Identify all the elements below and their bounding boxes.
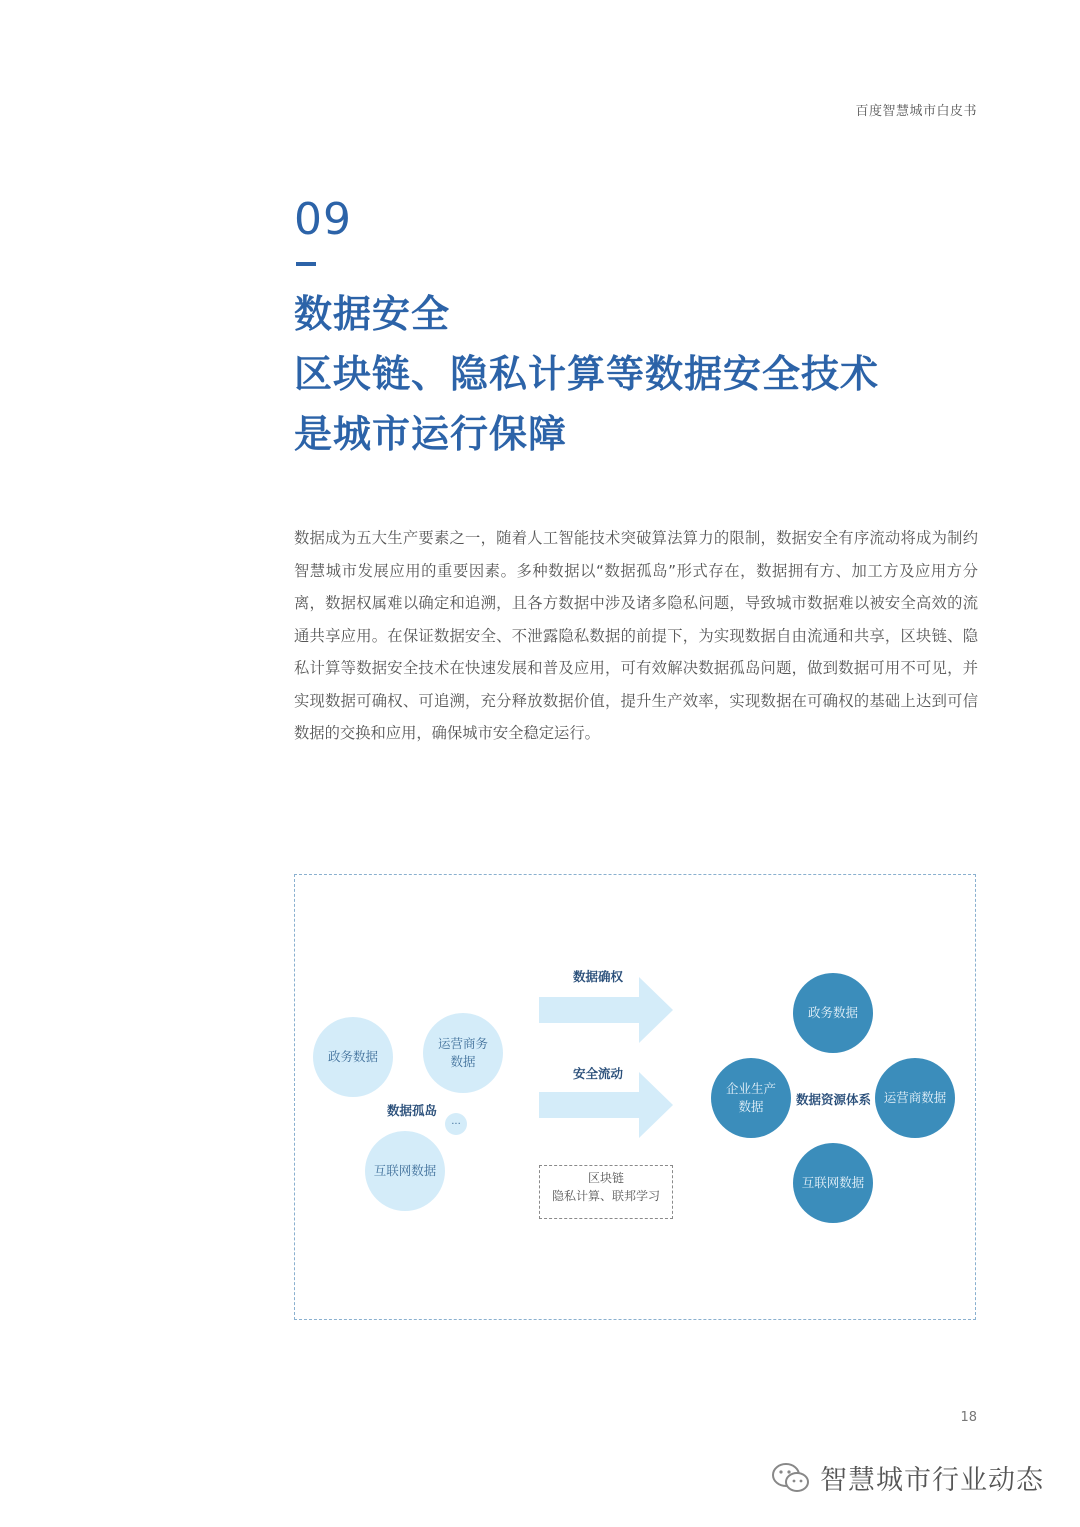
system-enterprise-label-1: 企业生产 (725, 1081, 776, 1096)
more-islands-icon: ··· (445, 1113, 467, 1135)
system-enterprise-circle (711, 1058, 791, 1138)
system-operator-label: 运营商数据 (883, 1090, 947, 1105)
system-operator-circle (875, 1058, 955, 1138)
chapter-title-line-3: 是城市运行保障 (294, 412, 568, 456)
island-internet-circle (365, 1131, 445, 1211)
arrow-top-label: 数据确权 (573, 969, 624, 984)
system-internet-circle (793, 1143, 873, 1223)
diagram-frame (294, 874, 976, 1320)
running-header: 百度智慧城市白皮书 (855, 104, 977, 119)
page-number: 18 (960, 1410, 977, 1425)
island-internet-label: 互联网数据 (373, 1163, 437, 1178)
tech-line-1: 区块链 (587, 1171, 624, 1185)
system-gov-circle (793, 973, 873, 1053)
watermark (770, 1458, 1044, 1497)
arrow-right-icon (539, 977, 675, 1043)
tech-line-2: 隐私计算、联邦学习 (551, 1189, 660, 1203)
system-label: 数据资源体系 (796, 1092, 872, 1107)
island-operator-label-2: 数据 (450, 1054, 476, 1069)
chapter-number: 09 (294, 194, 352, 245)
system-enterprise-label-2: 数据 (738, 1099, 764, 1114)
islands-label: 数据孤岛 (387, 1103, 438, 1118)
chapter-title-line-1: 数据安全 (294, 292, 451, 336)
system-gov-label: 政务数据 (807, 1005, 858, 1020)
system-internet-label: 互联网数据 (801, 1175, 865, 1190)
island-operator-circle (423, 1013, 503, 1093)
island-gov-label: 政务数据 (327, 1049, 378, 1064)
island-gov-circle (313, 1017, 393, 1097)
body-paragraph: 数据成为五大生产要素之一，随着人工智能技术突破算法算力的限制，数据安全有序流动将成为制约智慧城市发展应用的重要因素。多种数据以“数据孤岛”形式存在，数据拥有方、加工方及应用方分离，数据权属难以确定和追溯，且各方数据中涉及诸多隐私问题，导致城市数据难以被安全高效的流通共享应用。在保证数据安全、不泄露隐私数据的前提下，为实现数据自由流通和共享，区块链、隐私计算等数据安全技术在快速发展和普及应用，可有效解决数据孤岛问题，做到数据可用不可见，并实现数据可确权、可追溯，充分释放数据价值，提升生产效率，实现数据在可确权的基础上达到可信数据的交换和应用，确保城市安全稳定运行。 (294, 529, 978, 742)
arrow-right-icon (539, 1072, 675, 1138)
wechat-icon (770, 1461, 812, 1495)
arrow-bottom-label: 安全流动 (573, 1066, 624, 1081)
tech-box (539, 1165, 673, 1219)
chapter-title-line-2: 区块链、隐私计算等数据安全技术 (294, 352, 880, 396)
chapter-divider (296, 262, 316, 266)
island-operator-label-1: 运营商务 (437, 1036, 488, 1051)
watermark-text: 智慧城市行业动态 (820, 1465, 1044, 1496)
